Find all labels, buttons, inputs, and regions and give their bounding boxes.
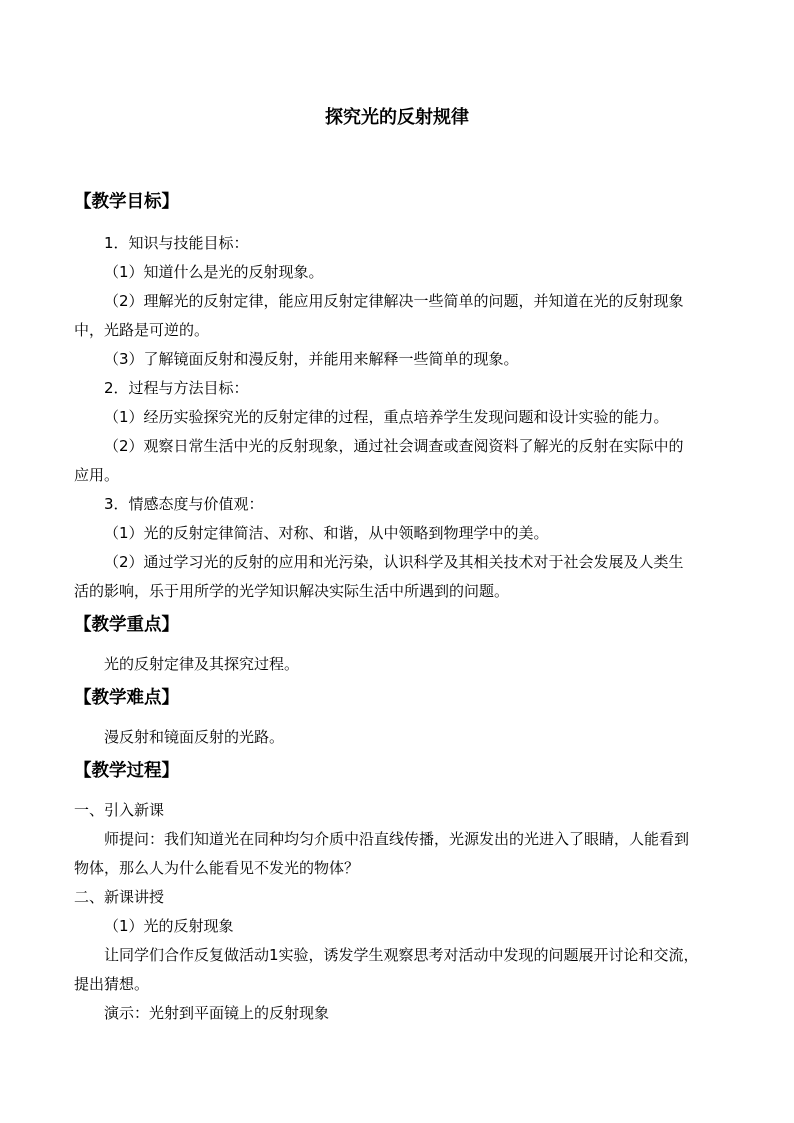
process-part-2-line-2: 提出猜想。 <box>74 975 150 993</box>
section-heading-process: 【教学过程】 <box>74 761 179 781</box>
goal-knowledge-item-2-line-2: 中，光路是可逆的。 <box>74 321 210 339</box>
goal-attitude-item-2-line-1: （2）通过学习光的反射的应用和光污染，认识科学及其相关技术对于社会发展及人类生 <box>104 553 684 571</box>
process-part-2-title: 二、新课讲授 <box>74 888 165 906</box>
goal-process-item-1: （1）经历实验探究光的反射定律的过程，重点培养学生发现问题和设计实验的能力。 <box>104 408 669 426</box>
section-heading-goals: 【教学目标】 <box>74 192 179 212</box>
goal-knowledge-title: 1．知识与技能目标： <box>104 234 249 252</box>
goal-process-item-2-line-1: （2）观察日常生活中光的反射现象，通过社会调查或查阅资料了解光的反射在实际中的 <box>104 437 684 455</box>
process-part-2-line-3: 演示：光射到平面镜上的反射现象 <box>104 1004 330 1022</box>
section-heading-difficulty: 【教学难点】 <box>74 688 179 708</box>
key-point-text: 光的反射定律及其探究过程。 <box>104 655 300 673</box>
document-title: 探究光的反射规律 <box>325 107 469 128</box>
goal-process-title: 2．过程与方法目标： <box>104 379 249 397</box>
goal-knowledge-item-2-line-1: （2）理解光的反射定律，能应用反射定律解决一些简单的问题，并知道在光的反射现象 <box>104 292 684 310</box>
difficulty-text: 漫反射和镜面反射的光路。 <box>104 728 285 746</box>
process-part-1-title: 一、引入新课 <box>74 801 165 819</box>
goal-attitude-title: 3．情感态度与价值观： <box>104 495 264 513</box>
process-part-1-line-2: 物体，那么人为什么能看见不发光的物体？ <box>74 859 360 877</box>
process-part-2-line-1: 让同学们合作反复做活动1实验，诱发学生观察思考对活动中发现的问题展开讨论和交流， <box>104 946 699 964</box>
section-heading-key: 【教学重点】 <box>74 615 179 635</box>
goal-knowledge-item-3: （3）了解镜面反射和漫反射，并能用来解释一些简单的现象。 <box>104 350 519 368</box>
goal-attitude-item-1: （1）光的反射定律简洁、对称、和谐，从中领略到物理学中的美。 <box>104 524 549 542</box>
goal-knowledge-item-1: （1）知道什么是光的反射现象。 <box>104 263 324 281</box>
process-part-1-line-1: 师提问：我们知道光在同种均匀介质中沿直线传播，光源发出的光进入了眼睛，人能看到 <box>104 830 690 848</box>
process-part-2-subtitle: （1）光的反射现象 <box>104 917 234 935</box>
goal-attitude-item-2-line-2: 活的影响，乐于用所学的光学知识解决实际生活中所遇到的问题。 <box>74 582 510 600</box>
goal-process-item-2-line-2: 应用。 <box>74 466 120 484</box>
